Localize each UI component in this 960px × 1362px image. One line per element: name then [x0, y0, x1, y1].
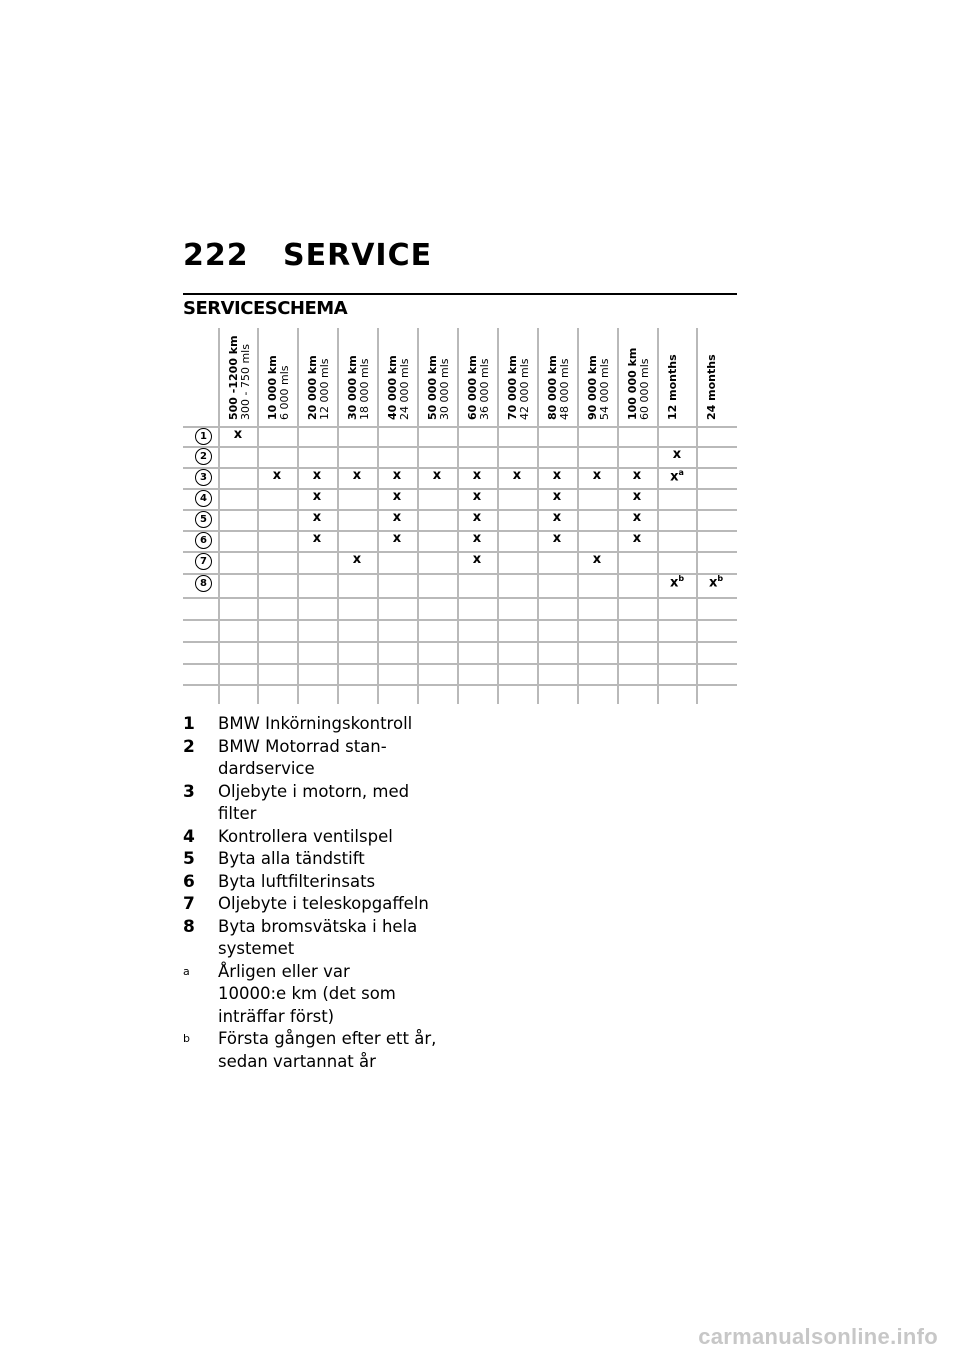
legend-number: 7 [183, 894, 195, 914]
table-row-line [183, 446, 737, 448]
table-row-line [183, 641, 737, 643]
service-mark: x [312, 468, 322, 483]
table-row-line [183, 663, 737, 665]
header-rule [183, 293, 737, 295]
page-number: 222 [183, 238, 249, 273]
legend-text: Byta bromsvätska i hela systemet [218, 916, 418, 958]
service-mark: x [472, 510, 482, 525]
column-header-mls: 36 000 mls [478, 358, 491, 420]
service-mark: x [592, 468, 602, 483]
column-header-km: 100 000 km [626, 347, 639, 420]
column-header [347, 328, 383, 424]
legend-item [183, 736, 473, 781]
legend-item [183, 781, 473, 826]
footnote-ref: a [678, 468, 684, 477]
service-mark: x [472, 552, 482, 567]
footnote-mark: b [183, 1032, 190, 1045]
legend-text: BMW Inkörningskontroll [218, 714, 413, 733]
table-row-line [183, 426, 737, 428]
service-mark: x [552, 531, 562, 546]
row-number-icon: 5 [195, 511, 212, 528]
service-mark: x [472, 489, 482, 504]
row-number-icon: 7 [195, 553, 212, 570]
column-header-mls: 24 000 mls [398, 358, 411, 420]
service-mark: x [552, 489, 562, 504]
service-mark: x [432, 468, 442, 483]
service-mark: x [312, 510, 322, 525]
service-mark: $x^a$ [670, 468, 684, 485]
legend-list [183, 713, 473, 1073]
service-mark: x [392, 531, 402, 546]
service-mark: x [312, 531, 322, 546]
service-mark: x [552, 510, 562, 525]
row-number-icon: 2 [195, 448, 212, 465]
row-number-icon: 6 [195, 532, 212, 549]
footnote-ref: b [717, 574, 724, 583]
legend-number: 8 [183, 916, 195, 937]
service-mark: x [512, 468, 522, 483]
service-mark: x [312, 489, 322, 504]
column-header-km: 12 months [666, 354, 679, 420]
column-header [507, 328, 543, 424]
service-mark: $x^b$ [708, 574, 724, 591]
service-schedule-table [183, 328, 737, 704]
legend-item [183, 826, 473, 849]
service-mark: x [472, 531, 482, 546]
service-mark: x [272, 468, 282, 483]
table-row-line [183, 684, 737, 686]
column-header-km: 30 000 km [346, 355, 359, 420]
column-header [267, 328, 303, 424]
column-header-km: 24 months [705, 354, 718, 420]
section-title: SERVICE [283, 238, 433, 273]
column-header [667, 328, 703, 424]
service-mark: x [672, 447, 682, 462]
legend-text: BMW Motorrad stan- dardservice [218, 736, 387, 778]
column-header [627, 328, 663, 424]
service-mark: x [392, 510, 402, 525]
service-mark: x [632, 489, 642, 504]
legend-item [183, 916, 473, 961]
column-header-km: 90 000 km [586, 355, 599, 420]
service-mark: x [632, 510, 642, 525]
service-mark: x [352, 468, 362, 483]
service-mark: $x^b$ [669, 574, 685, 591]
row-number-icon: 8 [195, 575, 212, 592]
column-header-mls: 42 000 mls [518, 358, 531, 420]
column-header-km: 70 000 km [506, 355, 519, 420]
footnote-item [183, 1028, 473, 1073]
column-header-mls: 6 000 mls [278, 365, 291, 420]
page-header [183, 238, 432, 278]
legend-number: 6 [183, 871, 195, 892]
column-header [427, 328, 463, 424]
row-number-icon: 1 [195, 428, 212, 445]
column-header-km: 60 000 km [466, 355, 479, 420]
legend-text: Byta alla tändstift [218, 849, 365, 868]
legend-item [183, 848, 473, 871]
watermark: carmanualsonline.info [698, 1324, 938, 1349]
column-header-mls: 54 000 mls [598, 358, 611, 420]
column-header [706, 328, 742, 424]
column-header [387, 328, 423, 424]
column-header [547, 328, 583, 424]
service-mark: x [632, 531, 642, 546]
service-mark: x [352, 552, 362, 567]
column-header [587, 328, 623, 424]
row-number-icon: 4 [195, 490, 212, 507]
column-header-km: 20 000 km [306, 355, 319, 420]
legend-text: Oljebyte i motorn, med filter [218, 781, 410, 823]
legend-number: 3 [183, 781, 195, 802]
legend-item [183, 871, 473, 894]
column-header [307, 328, 343, 424]
legend-text: Byta luftfilterinsats [218, 871, 376, 891]
column-header-mls: 60 000 mls [638, 358, 651, 420]
column-header-mls: 12 000 mls [318, 358, 331, 420]
table-row-line [183, 619, 737, 621]
service-mark: x [632, 468, 642, 483]
footnote-text: Första gången efter ett år, sedan vartannat år [218, 1029, 437, 1071]
table-row-line [183, 573, 737, 575]
column-header-km: 50 000 km [426, 355, 439, 420]
column-header-mls: 18 000 mls [358, 358, 371, 420]
service-mark: x [552, 468, 562, 483]
page-subtitle: SERVICESCHEMA [183, 298, 348, 319]
footnote-item [183, 961, 473, 1029]
table-row-line [183, 597, 737, 599]
service-mark: x [392, 468, 402, 483]
footnote-ref: b [678, 574, 685, 583]
service-mark: x [392, 489, 402, 504]
footnote-mark: a [183, 964, 190, 978]
legend-item [183, 893, 473, 916]
legend-number: 4 [183, 826, 195, 847]
column-header-km: 40 000 km [386, 355, 399, 420]
column-header-mls: 300 - 750 mls [239, 344, 252, 420]
legend-item [183, 713, 473, 736]
row-number-icon: 3 [195, 469, 212, 486]
table-column-line [218, 328, 220, 704]
column-header [228, 328, 264, 424]
legend-number: 5 [183, 849, 195, 869]
column-header-mls: 30 000 mls [438, 358, 451, 420]
legend-number: 2 [183, 736, 195, 757]
column-header [467, 328, 503, 424]
column-header-km: 10 000 km [266, 355, 279, 420]
legend-number: 1 [183, 714, 195, 734]
service-mark: x [472, 468, 482, 483]
service-mark: x [592, 552, 602, 567]
column-header-km: 80 000 km [546, 355, 559, 420]
service-mark: x [233, 427, 243, 442]
column-header-mls: 48 000 mls [558, 358, 571, 420]
footnote-text: Årligen eller var 10000:e km (det som inträffar först) [218, 961, 396, 1026]
column-header-km: 500 -1200 km [227, 335, 240, 420]
legend-text: Kontrollera ventilspel [218, 826, 393, 846]
legend-text: Oljebyte i teleskopgaffeln [218, 894, 429, 913]
